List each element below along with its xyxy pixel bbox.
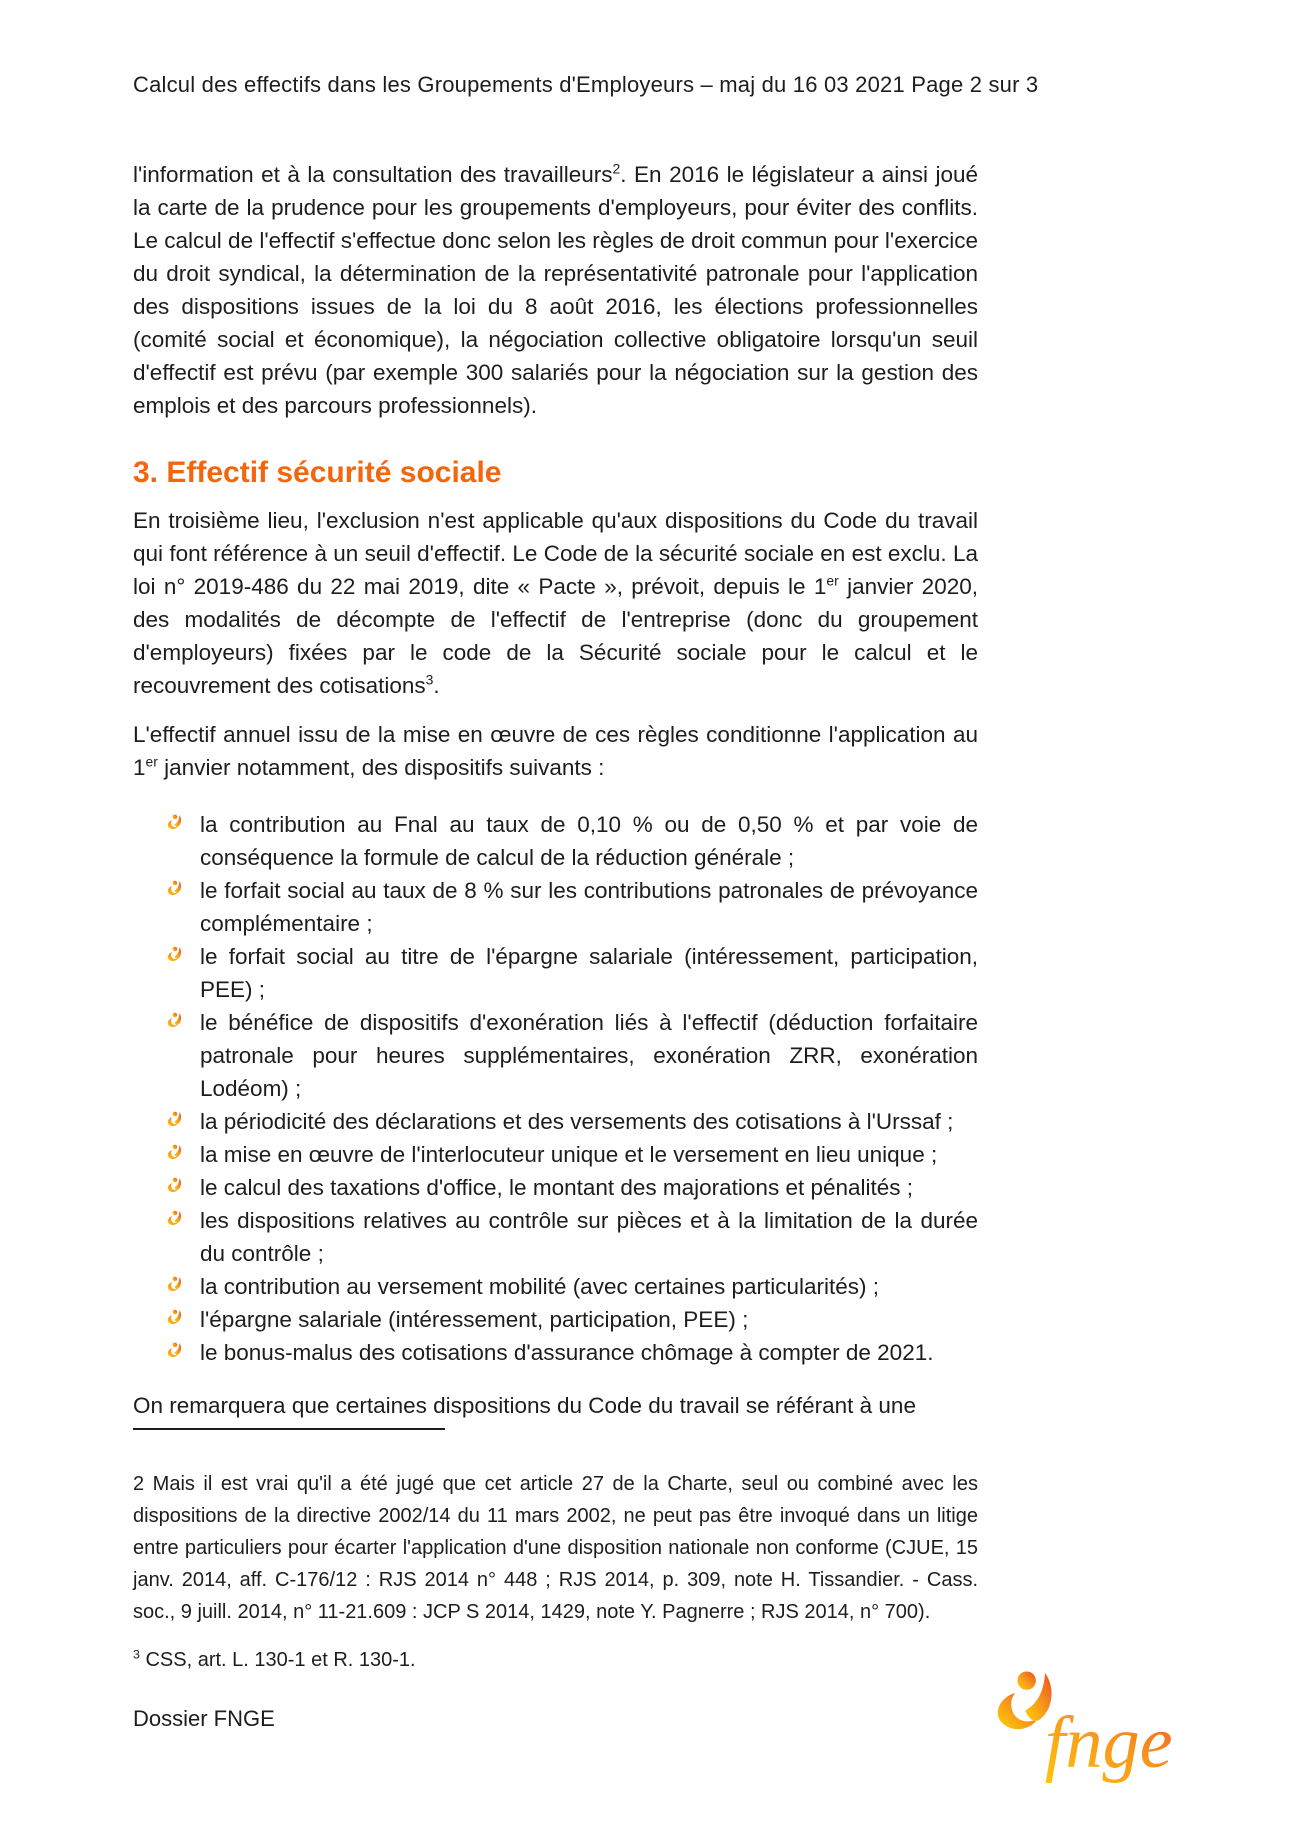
list-item-text: le forfait social au taux de 8 % sur les contributions patronales de prévoyance complémentaire ;	[200, 878, 978, 936]
ordinal-sup: er	[826, 572, 839, 589]
paragraph-closing: On remarquera que certaines dispositions du Code du travail se référant à une	[133, 1393, 916, 1418]
footnote-ref-2: 2	[612, 160, 621, 177]
paragraph-text: janvier 2020, des modalités de décompte de l'effectif de l'entreprise (donc du groupement d'employeurs) fixées par le code de la Sécurité sociale pour le calcul et le recouvrement des cotisations	[133, 574, 978, 698]
list-item-text: le forfait social au titre de l'épargne salariale (intéressement, participation, PEE) ;	[200, 944, 978, 1002]
list-item	[200, 808, 978, 874]
paragraph-intro	[133, 158, 978, 422]
list-item	[200, 1138, 978, 1171]
list-item-text: la périodicité des déclarations et des versements des cotisations à l'Urssaf ;	[200, 1109, 954, 1134]
paragraph-text: En troisième lieu, l'exclusion n'est applicable qu'aux dispositions du Code du travail qui font référence à un seuil d'effectif. Le Code de la sécurité sociale en est exclu. La loi n° 2019-486 du 22 mai 2019, dite « Pacte », prévoit, depuis le 1	[133, 508, 978, 599]
section-heading: 3. Effectif sécurité sociale	[133, 456, 502, 489]
list-item	[200, 1270, 978, 1303]
fnge-person-icon	[166, 1276, 185, 1295]
fnge-person-icon	[166, 1111, 185, 1130]
paragraph-text: l'information et à la consultation des travailleurs	[133, 162, 613, 187]
list-item-text: le calcul des taxations d'office, le montant des majorations et pénalités ;	[200, 1175, 914, 1200]
list-item-text: la mise en œuvre de l'interlocuteur unique et le versement en lieu unique ;	[200, 1142, 938, 1167]
list-item	[200, 1171, 978, 1204]
footnote-3	[133, 1644, 978, 1676]
list-item	[200, 1105, 978, 1138]
list-item-text: la contribution au Fnal au taux de 0,10 % ou de 0,50 % et par voie de conséquence la formule de calcul de la réduction générale ;	[200, 812, 978, 870]
list-item	[200, 874, 978, 940]
fnge-logo-text: fnge	[1044, 1701, 1173, 1784]
footer-label: Dossier FNGE	[133, 1706, 275, 1731]
fnge-person-icon	[166, 1177, 185, 1196]
list-item	[200, 1204, 978, 1270]
paragraph-text: . En 2016 le législateur a ainsi joué la carte de la prudence pour les groupements d'employeurs, pour éviter des conflits. Le calcul de l'effectif s'effectue donc selon les règles de droit commun pour l'exercice du droit syndical, la détermination de la représentativité patronale pour l'application des dispositions issues de la loi du 8 août 2016, les élections professionnelles (comité social et économique), la négociation collective obligatoire lorsqu'un seuil d'effectif est prévu (par exemple 300 salariés pour la négociation sur la gestion des emplois et des parcours professionnels).	[133, 162, 979, 418]
list-item-text: les dispositions relatives au contrôle sur pièces et à la limitation de la durée du contrôle ;	[200, 1208, 978, 1266]
list-item-text: le bénéfice de dispositifs d'exonération liés à l'effectif (déduction forfaitaire patronale pour heures supplémentaires, exonération ZRR, exonération Lodéom) ;	[200, 1010, 978, 1101]
fnge-person-icon	[166, 1309, 185, 1328]
footnote-3-text: CSS, art. L. 130-1 et R. 130-1.	[139, 1649, 416, 1671]
footnote-ref-3: 3	[425, 671, 434, 688]
fnge-logo	[968, 1668, 1178, 1798]
footnote-3-number: 3	[133, 1647, 140, 1662]
fnge-person-icon	[166, 880, 185, 899]
footnotes	[133, 1468, 978, 1676]
page-header: Calcul des effectifs dans les Groupements d'Employeurs – maj du 16 03 2021 Page 2 sur 3	[133, 72, 1039, 97]
fnge-person-icon	[166, 1210, 185, 1229]
list-item	[200, 940, 978, 1006]
list-item-text: l'épargne salariale (intéressement, participation, PEE) ;	[200, 1307, 749, 1332]
paragraph-text: janvier notamment, des dispositifs suivants :	[157, 755, 605, 780]
fnge-person-icon	[166, 1144, 185, 1163]
list-item	[200, 1303, 978, 1336]
footnote-separator	[133, 1428, 445, 1430]
list-item-text: le bonus-malus des cotisations d'assurance chômage à compter de 2021.	[200, 1340, 934, 1365]
fnge-person-icon	[166, 1342, 185, 1361]
document-body	[133, 158, 978, 1438]
paragraph-section3-2	[133, 718, 978, 784]
fnge-person-icon	[166, 814, 185, 833]
ordinal-sup: er	[145, 753, 158, 770]
dispositifs-list	[133, 808, 978, 1369]
paragraph-text: .	[433, 673, 440, 698]
paragraph-text: L'effectif annuel issu de la mise en œuvre de ces règles conditionne l'application au 1	[133, 722, 978, 780]
footnote-2: 2 Mais il est vrai qu'il a été jugé que cet article 27 de la Charte, seul ou combiné avec les dispositions de la directive 2002/14 du 11 mars 2002, ne peut pas être invoqué dans un litige entre particuliers pour écarter l'application d'une disposition nationale non conforme (CJUE, 15 janv. 2014, aff. C-176/12 : RJS 2014 n° 448 ; RJS 2014, p. 309, note H. Tissandier. - Cass. soc., 9 juill. 2014, n° 11-21.609 : JCP S 2014, 1429, note Y. Pagnerre ; RJS 2014, n° 700).	[133, 1473, 978, 1623]
list-item-text: la contribution au versement mobilité (avec certaines particularités) ;	[200, 1274, 880, 1299]
fnge-logo-mark	[998, 1671, 1052, 1729]
fnge-person-icon	[166, 1012, 185, 1031]
list-item	[200, 1336, 978, 1369]
list-item	[200, 1006, 978, 1105]
paragraph-section3-1	[133, 504, 978, 702]
fnge-person-icon	[166, 946, 185, 965]
